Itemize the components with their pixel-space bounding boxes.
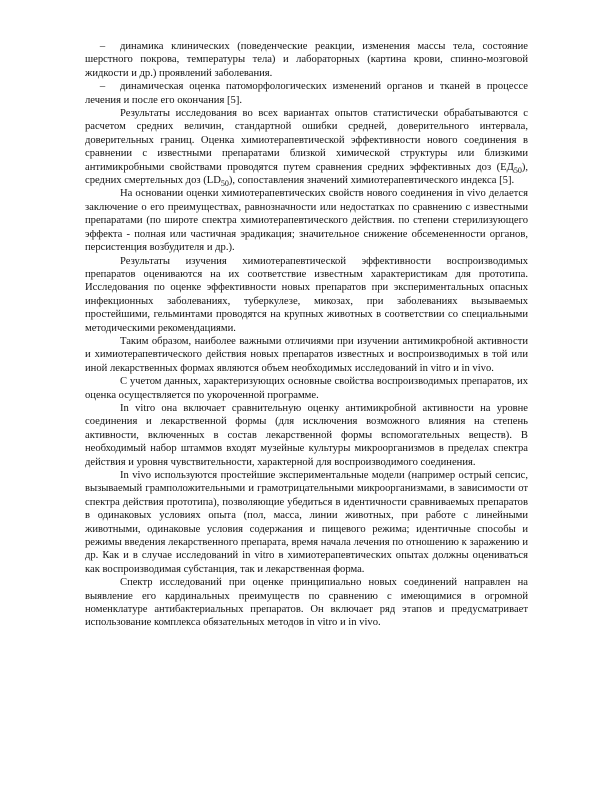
list-item-text: динамическая оценка патоморфологических изменений органов и тканей в процессе лечения и после его окончания [5]. [85, 81, 528, 106]
list-item-pathomorphology [85, 80, 528, 107]
paragraph-reproduced-results: Результаты изучения химиотерапевтической эффективности воспроизводимых препаратов оцениваются на их соответствие известным характеристикам для прототипа. Исследования по оценке эффективности новых препаратов при экспериментальных опасных инфекционных заболеваниях, туберкулезе, микозах, при заболеваниях вызываемых простейшими, гельминтами проводятся на крупных животных в соответствии со специальными методическими рекомендациями. [85, 255, 528, 334]
paragraph-short-program: С учетом данных, характеризующих основные свойства воспроизводимых препаратов, их оценка осуществляется по укороченной программе. [85, 376, 528, 401]
paragraph-in-vitro: In vitro она включает сравнительную оценку антимикробной активности на уровне соединения и лекарственной формы (для исключения возможного влияния на степень активности, включенных в состав лекарственной формы вспомогательных веществ). В необходимый набор штаммов входят музейные культуры микроорганизмов в пределах спектра действия и уровня чувствительности, характерной для воспроизводимого соединения. [85, 402, 528, 468]
paragraph-statistics [85, 107, 528, 187]
dash-marker: – [99, 81, 106, 93]
paragraph-research-spectrum: Спектр исследований при оценке принципиально новых соединений направлен на выявление его кардинальных преимуществ по сравнению с имеющимися в огромной номенклатуре антибактериальных препаратов. Он включает ряд этапов и предусматривает использование комплекса обязательных методов in vitro и in vivo. [85, 577, 528, 629]
subscript-ed50: 50 [513, 165, 522, 175]
paragraph-in-vivo: In vivo используются простейшие экспериментальные модели (например острый сепсис, вызываемый грамположительными и грамотрицательными микроорганизмами, в зависимости от спектра действия прототипа), позволяющие убедиться в идентичности сравниваемых препаратов в одинаковых условиях опыта (пол, масса, линии животных, при работе с линейными животными, одинаковые условия содержания и пищевого режима; идентичные способы и режимы введения лекарственного препарата, время начала лечения по отношению к заражению и др. Как и в случае исследований in vitro в химиотерапевтических опытах должны оцениваться как воспроизводимая субстанция, так и лекарственная форма. [85, 470, 528, 575]
paragraph-key-differences: Таким образом, наиболее важными отличиями при изучении антимикробной активности и химиотерапевтического действия новых препаратов известных и воспроизводимых в той или иной лекарственных формах являются объем необходимых исследований in vitro и in vivo. [85, 335, 528, 374]
dash-marker: – [99, 41, 106, 52]
paragraph-text: Результаты исследования во всех вариантах опытов статистически обрабатываются с расчетом средних величин, стандартной ошибки средней, доверительного интервала, доверительных границ. Оценка химиотерапевтической эффективности нового соединения в сравнении с известными препаратами близкой химической структуры или близкими антимикробными свойствами проводятся путем сравнения средних эффективных доз (ЕД [85, 108, 528, 173]
document-body [85, 40, 528, 630]
subscript-ld50: 50 [220, 179, 229, 189]
paragraph-text: ), сопоставления значений химиотерапевтического индекса [5]. [228, 175, 515, 187]
list-item-clinical-dynamics [85, 40, 528, 80]
list-item-text: динамика клинических (поведенческие реакции, изменения массы тела, состояние шерстного покрова, температуры тела) и лабораторных (картина крови, спинно-мозговой жидкости и др.) проявлений заболевания. [85, 41, 528, 79]
paragraph-text: ), средних смертельных доз (LD [85, 161, 528, 187]
paragraph-conclusion-basis: На основании оценки химиотерапевтических свойств нового соединения in vivo делается заключение о его преимуществах, равнозначности или недостатках по сравнению с известными препаратами (по широте спектра химиотерапевтического действия. по степени стерилизующего эффекта - полная или частичная эрадикация; значительное снижение обсемененности органов, персистенция возбудителя и др.). [85, 188, 528, 254]
